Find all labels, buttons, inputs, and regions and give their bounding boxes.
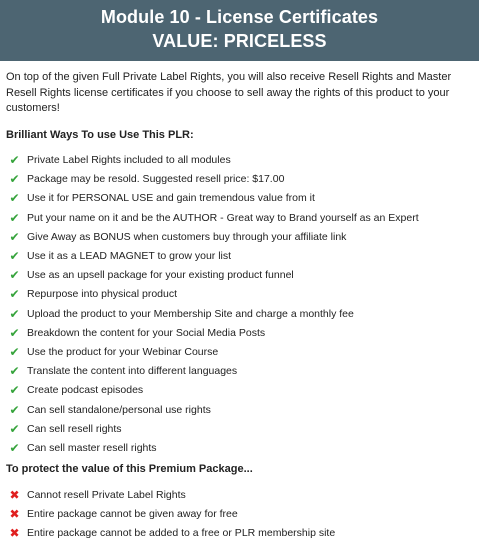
check-icon: ✔	[9, 421, 20, 436]
list-item-label: Put your name on it and be the AUTHOR - Great way to Brand yourself as an Expert	[27, 211, 419, 224]
list-item-label: Use the product for your Webinar Course	[27, 345, 219, 358]
page-title: Module 10 - License Certificates	[100, 7, 379, 27]
restrictions-list	[6, 486, 473, 543]
list-item	[6, 381, 473, 400]
list-item	[6, 419, 473, 438]
list-item-label: Use as an upsell package for your existing product funnel	[27, 269, 294, 282]
check-icon: ✔	[9, 210, 20, 225]
check-icon: ✔	[9, 268, 20, 283]
content-area	[0, 61, 479, 543]
list-item	[6, 400, 473, 419]
check-icon: ✔	[9, 364, 20, 379]
cross-icon: ✖	[9, 526, 20, 540]
check-icon: ✔	[9, 306, 20, 321]
list-item	[6, 170, 473, 189]
list-item-label: Translate the content into different languages	[27, 365, 238, 378]
check-icon: ✔	[9, 344, 20, 359]
page-header	[0, 0, 479, 61]
list-item-label: Repurpose into physical product	[27, 288, 178, 301]
list-item-label: Can sell master resell rights	[27, 441, 157, 454]
list-item-label: Use it for PERSONAL USE and gain tremendous value from it	[27, 192, 315, 205]
check-icon: ✔	[9, 383, 20, 398]
ways-heading: Brilliant Ways To use Use This PLR:	[6, 128, 194, 141]
list-item	[6, 342, 473, 361]
check-icon: ✔	[9, 287, 20, 302]
list-item-label: Can sell standalone/personal use rights	[27, 403, 211, 416]
cross-icon: ✖	[9, 507, 20, 521]
list-item	[6, 285, 473, 304]
list-item-label: Entire package cannot be added to a free or PLR membership site	[27, 527, 336, 539]
list-item	[6, 323, 473, 342]
list-item-label: Cannot resell Private Label Rights	[27, 489, 186, 501]
check-icon: ✔	[9, 440, 20, 455]
list-item-label: Entire package cannot be given away for free	[27, 508, 238, 520]
check-icon: ✔	[9, 229, 20, 244]
check-icon: ✔	[9, 153, 20, 168]
check-icon: ✔	[9, 249, 20, 264]
protect-heading: To protect the value of this Premium Package...	[6, 462, 253, 475]
list-item	[6, 151, 473, 170]
ways-list	[6, 151, 473, 458]
check-icon: ✔	[9, 325, 20, 340]
list-item	[6, 505, 473, 524]
list-item	[6, 227, 473, 246]
list-item	[6, 246, 473, 265]
cross-icon: ✖	[9, 488, 20, 502]
list-item	[6, 189, 473, 208]
list-item	[6, 486, 473, 505]
list-item	[6, 362, 473, 381]
list-item-label: Breakdown the content for your Social Media Posts	[27, 326, 266, 339]
check-icon: ✔	[9, 172, 20, 187]
list-item-label: Upload the product to your Membership Site and charge a monthly fee	[27, 307, 354, 320]
list-item-label: Private Label Rights included to all modules	[27, 154, 231, 167]
list-item-label: Can sell resell rights	[27, 422, 122, 435]
list-item-label: Package may be resold. Suggested resell price: $17.00	[27, 173, 285, 186]
list-item-label: Create podcast episodes	[27, 384, 144, 397]
list-item	[6, 438, 473, 457]
list-item	[6, 304, 473, 323]
check-icon: ✔	[9, 191, 20, 206]
list-item	[6, 524, 473, 543]
value-subtitle: VALUE: PRICELESS	[152, 31, 327, 51]
list-item-label: Give Away as BONUS when customers buy through your affiliate link	[27, 230, 347, 243]
list-item	[6, 208, 473, 227]
intro-paragraph: On top of the given Full Private Label Rights, you will also receive Resell Rights and Master Resell Rights license certificates if you choose to sell away the rights of this product to your customers!	[6, 71, 452, 114]
list-item-label: Use it as a LEAD MAGNET to grow your list	[27, 250, 232, 263]
list-item	[6, 266, 473, 285]
check-icon: ✔	[9, 402, 20, 417]
